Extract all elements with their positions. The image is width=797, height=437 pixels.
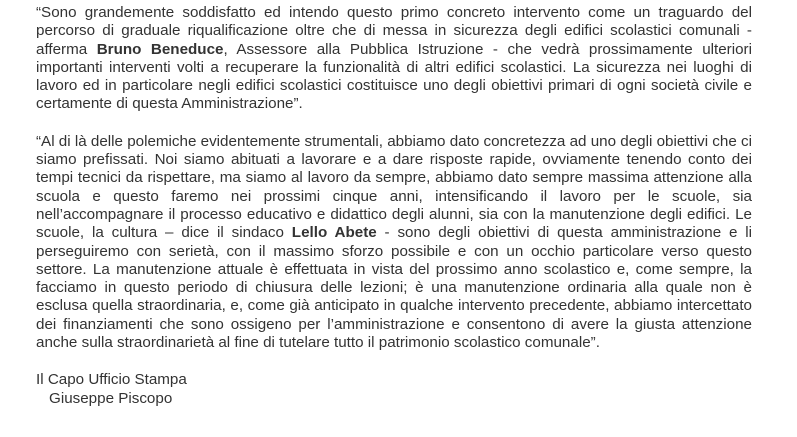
quote-text-end: - sono degli obiettivi di questa amministrazione e li perseguiremo con serietà, con il massimo sforzo possibile e con un occhio particolare verso questo settore. La manutenzione attuale è effettuata in vista del prossimo anno scolastico e, come sempre, la facciamo in questo periodo di chiusura delle lezioni; è una manutenzione ordinaria alla quale non è esclusa quella straordinaria, e, come già anticipato in qualche intervento precedente, abbiamo intercettato dei finanziamenti che sono ossigeno per l’amministrazione e consentono di avere la giusta attenzione anche sulla straordinarietà al fine di tutelare tutto il patrimonio scolastico comunale”. (36, 224, 753, 352)
quote-text-end: , Assessore alla Pubblica Istruzione - che vedrà prossimamente ulteriori importanti interventi volti a recuperare la funzionalità di altri edifici scolastici. La sicurezza nei luoghi di lavoro ed in particolare negli edifici scolastici costituisce uno degli obiettivi primari di ogni società civile e certamente di questa Amministrazione”. (36, 40, 752, 113)
signature-role: Il Capo Ufficio Stampa (36, 371, 187, 389)
speaker-name-bruno-beneduce: Bruno Beneduce (96, 40, 224, 58)
quote-paragraph-assessore (36, 4, 752, 114)
signature-block (36, 371, 752, 408)
quote-text-start: “Sono grandemente soddisfatto ed intendo questo primo concreto intervento come un traguardo del percorso di graduale riqualificazione oltre che di messa in sicurezza degli edifici scolastici comunali - afferma (36, 4, 752, 58)
press-release-document (36, 4, 752, 408)
quote-paragraph-sindaco (36, 133, 752, 353)
speaker-name-lello-abete: Lello Abete (291, 224, 377, 242)
quote-text-start: “Al di là delle polemiche evidentemente strumentali, abbiamo dato concretezza ad uno degli obiettivi che ci siamo prefissati. Noi siamo abituati a lavorare e a dare risposte rapide, ovviamente tenendo conto dei tempi tecnici da rispettare, ma siamo al lavoro da sempre, abbiamo dato sempre massima attenzione alla scuola e questo faremo nei prossimi cinque anni, intensificando il lavoro per le scuole, sia nell’accompagnare il processo educativo e didattico degli alunni, sia con la manutenzione degli edifici. Le scuole, la cultura – dice il sindaco (36, 132, 752, 242)
signature-name: Giuseppe Piscopo (49, 389, 173, 407)
